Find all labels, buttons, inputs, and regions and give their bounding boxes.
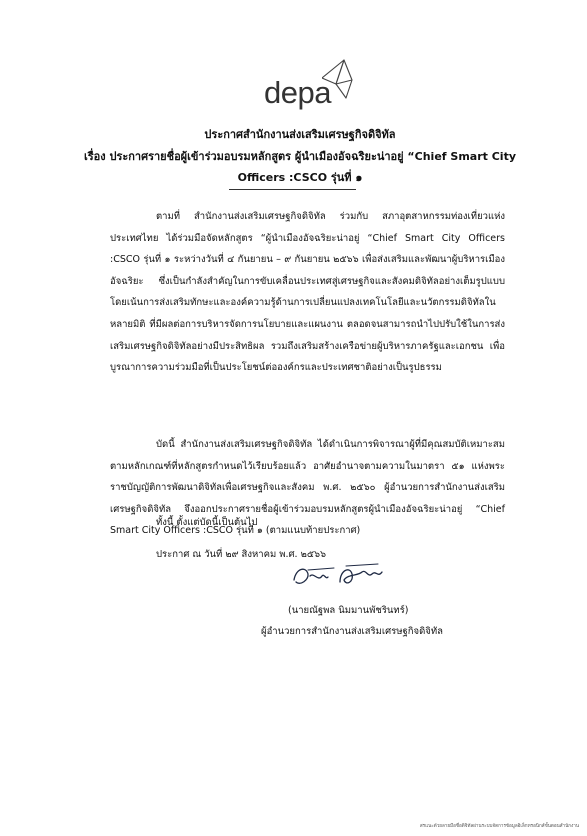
signatory-position: ผู้อำนวยการสำนักงานส่งเสริมเศรษฐกิจดิจิทัล bbox=[261, 626, 443, 637]
handwritten-signature bbox=[288, 560, 388, 596]
depa-logo bbox=[264, 58, 360, 114]
document-subject-cont: Officers :CSCO รุ่นที่ ๑ bbox=[237, 171, 363, 184]
effective-statement: ทั้งนี้ ตั้งแต่บัดนี้เป็นต้นไป bbox=[156, 517, 258, 528]
body-paragraph-1: ตามที่ สำนักงานส่งเสริมเศรษฐกิจดิจิทัล ร่วมกับ สภาอุตสาหกรรมท่องเที่ยวแห่งประเทศไทย ได้ร่วมมือจัดหลักสูตร “ผู้นำเมืองอัจฉริยะน่าอยู่ “Chief Smart City Officers :CSCO รุ่นที่ ๑ ระหว่างวันที่ ๔ กันยายน – ๙ กันยายน ๒๕๖๖ เพื่อส่งเสริมและพัฒนาผู้บริหารเมืองอัจฉริยะ ซึ่งเป็นกำลังสำคัญในการขับเคลื่อนประเทศสู่เศรษฐกิจและสังคมดิจิทัลอย่างเต็มรูปแบบ โดยเน้นการส่งเสริมทักษะและองค์ความรู้ด้านการเปลี่ยนแปลงเทคโนโลยีและนวัตกรรมดิจิทัลในหลายมิติ ที่มีผลต่อการบริหารจัดการนโยบายและแผนงาน ตลอดจนสามารถนำไปปรับใช้ในการส่งเสริมเศรษฐกิจดิจิทัลอย่างมีประสิทธิผล รวมถึงเสริมสร้างเครือข่ายผู้บริหารภาครัฐและเอกชน เพื่อบูรณาการความร่วมมือที่เป็นประโยชน์ต่อองค์กรและประเทศชาติอย่างเป็นรูปธรรม bbox=[110, 211, 505, 374]
title-separator bbox=[229, 189, 356, 190]
document-title: ประกาศสำนักงานส่งเสริมเศรษฐกิจดิจิทัล bbox=[204, 128, 396, 141]
announcement-date: ประกาศ ณ วันที่ ๒๙ สิงหาคม พ.ศ. ๒๕๖๖ bbox=[156, 549, 327, 560]
body-paragraph-2: บัดนี้ สำนักงานส่งเสริมเศรษฐกิจดิจิทัล ได้ดำเนินการพิจารณาผู้ที่มีคุณสมบัติเหมาะสมตามหลักเกณฑ์ที่หลักสูตรกำหนดไว้เรียบร้อยแล้ว อาศัยอำนาจตามความในมาตรา ๕๑ แห่งพระราชบัญญัติการพัฒนาดิจิทัลเพื่อเศรษฐกิจและสังคม พ.ศ. ๒๕๖๐ ผู้อำนวยการสำนักงานส่งเสริมเศรษฐกิจดิจิทัล จึงออกประกาศรายชื่อผู้เข้าร่วมอบรมหลักสูตรผู้นำเมืองอัจฉริยะน่าอยู่ “Chief Smart City Officers :CSCO รุ่นที่ ๑ (ตามแนบท้ายประกาศ) bbox=[110, 439, 505, 537]
logo-text: depa bbox=[264, 75, 331, 110]
document-subject: เรื่อง ประกาศรายชื่อผู้เข้าร่วมอบรมหลักสูตร ผู้นำเมืองอัจฉริยะน่าอยู่ “Chief Smart City bbox=[83, 150, 516, 163]
footer-note: สรแนะด้วยลายมือชื่อดิจิทัลผ่านระบบจัดการข้อมูลอิเล็กทรอนิกส์ขั้นตอนสำนักงาน bbox=[419, 824, 579, 829]
signatory-name: (นายณัฐพล นิมมานพัชรินทร์) bbox=[288, 605, 409, 616]
origami-bird-icon bbox=[322, 58, 360, 100]
